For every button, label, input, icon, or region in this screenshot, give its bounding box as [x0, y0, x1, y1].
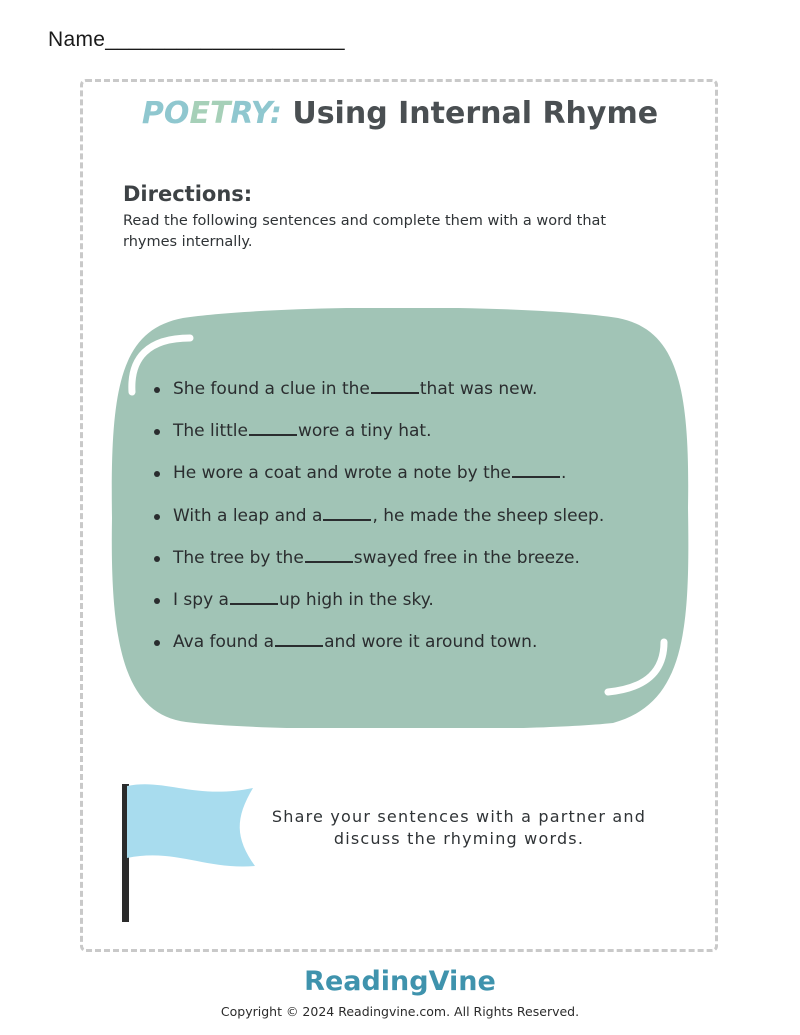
sentence-text: up high in the sky.: [278, 589, 434, 610]
sentence-text: and wore it around town.: [324, 632, 538, 653]
title-letter: T: [209, 96, 231, 131]
sentence-list: [152, 376, 604, 671]
sentence-text: With a leap and a: [173, 505, 323, 526]
copyright-text: Copyright © 2024 Readingvine.com. All Rights Reserved.: [220, 1004, 580, 1019]
sentence-text: that was new.: [419, 379, 538, 399]
list-item: [152, 418, 604, 460]
flag-cloth: [127, 784, 255, 866]
title-letter: P: [141, 96, 164, 131]
answer-blank[interactable]: [371, 376, 419, 394]
sentence-text: He wore a coat and wrote a note by the: [173, 463, 511, 484]
sentence-text: .: [561, 463, 567, 484]
list-item: [152, 503, 604, 545]
title-letter: E: [189, 96, 210, 131]
brand-logo: ReadingVine: [304, 966, 496, 997]
title-letter: :: [269, 96, 282, 131]
sentence-text: She found a clue in the: [173, 379, 370, 399]
answer-blank[interactable]: [512, 460, 560, 478]
sentence-text: wore a tiny hat.: [297, 421, 432, 442]
list-item: [152, 587, 604, 629]
flag-icon: [115, 778, 265, 928]
title-poetry: [142, 96, 292, 131]
sentence-text: Ava found a: [173, 632, 275, 653]
name-field[interactable]: Name____________________: [48, 28, 345, 51]
worksheet-title: [0, 96, 800, 131]
answer-blank[interactable]: [275, 629, 323, 647]
sentence-text: swayed free in the breeze.: [353, 547, 580, 568]
sentence-text: The tree by the: [173, 547, 304, 568]
sentence-text: , he made the sheep sleep.: [372, 505, 605, 526]
answer-blank[interactable]: [230, 587, 278, 605]
title-letter: Y: [250, 96, 270, 131]
sentence-text: The little: [173, 421, 248, 442]
list-item: [152, 545, 604, 587]
list-item: [152, 376, 604, 418]
title-poetry-letters: [142, 96, 282, 131]
title-letter: O: [163, 96, 190, 131]
share-instructions: Share your sentences with a partner and discuss the rhyming words.: [271, 807, 647, 848]
answer-blank[interactable]: [305, 545, 353, 563]
directions-text: Read the following sentences and complete them with a word that rhymes internally.: [123, 213, 607, 250]
directions-heading: Directions:: [123, 182, 253, 206]
answer-blank[interactable]: [323, 503, 371, 521]
list-item: [152, 629, 604, 671]
sentence-text: I spy a: [173, 589, 229, 610]
title-letter: R: [230, 96, 251, 131]
list-item: [152, 460, 604, 502]
title-subject: Using Internal Rhyme: [292, 96, 659, 131]
answer-blank[interactable]: [249, 418, 297, 436]
